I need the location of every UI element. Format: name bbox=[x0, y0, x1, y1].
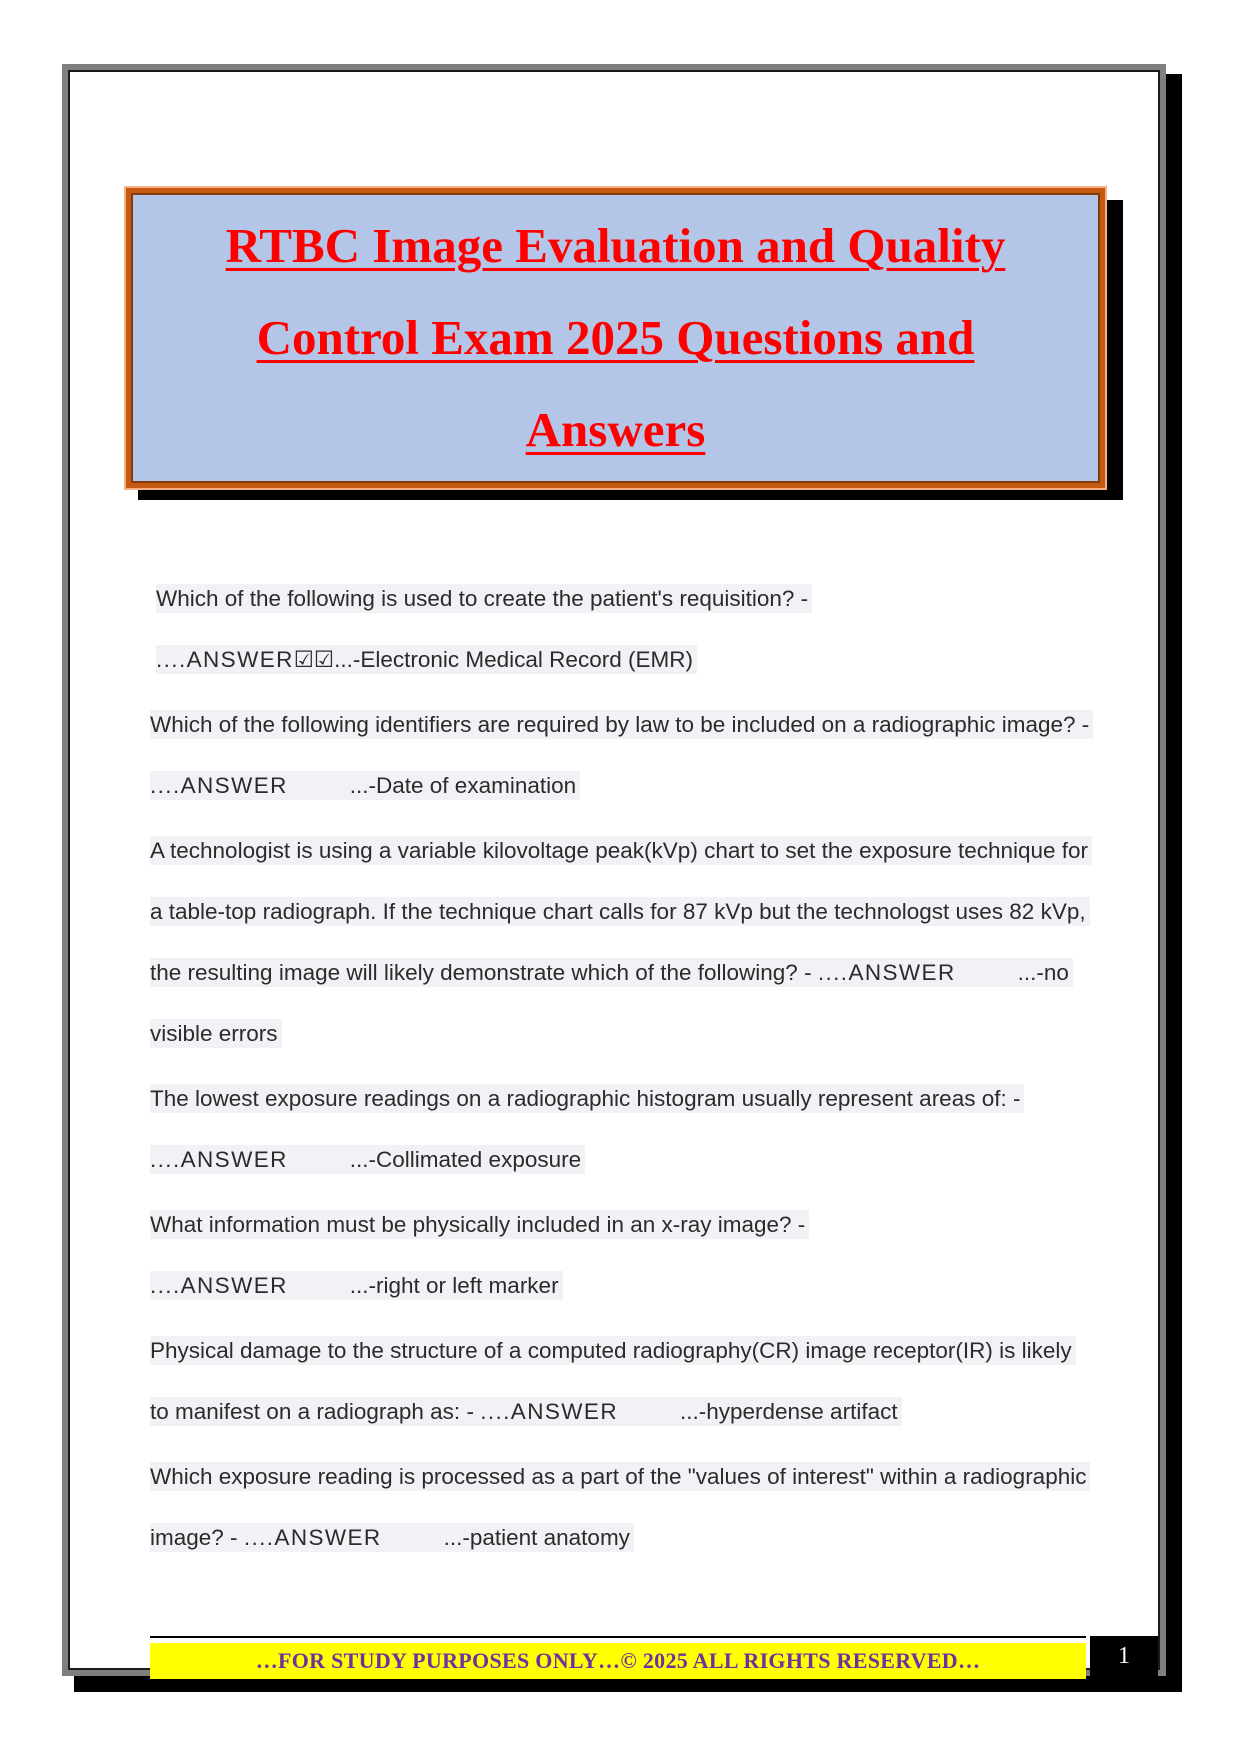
question-text: A technologist is using a variable kilovoltage peak(kVp) chart to set the exposure technique for a table-top radiograph. If the technique chart calls for 87 kVp but the technologst uses 82 kVp, the resulting image will likely demonstrate which of the following? - bbox=[150, 838, 1089, 985]
answer-prefix: ...- bbox=[349, 773, 377, 798]
answer-label: ....ANSWER bbox=[156, 647, 294, 672]
qa-item bbox=[150, 820, 1090, 1064]
document-title: RTBC Image Evaluation and Quality Control Exam 2025 Questions and Answers bbox=[225, 218, 1006, 457]
answer-text: right or left marker bbox=[376, 1273, 559, 1298]
answer-text: Electronic Medical Record (EMR) bbox=[360, 647, 693, 672]
answer-prefix: ...- bbox=[679, 1399, 707, 1424]
question-text: What information must be physically included in an x-ray image? - bbox=[150, 1210, 809, 1239]
qa-item bbox=[150, 1320, 1090, 1442]
footer-copyright: …FOR STUDY PURPOSES ONLY…© 2025 ALL RIGHTS RESERVED… bbox=[255, 1648, 981, 1673]
question-text: The lowest exposure readings on a radiographic histogram usually represent areas of: - bbox=[150, 1086, 1021, 1111]
footer-rule bbox=[150, 1636, 1086, 1638]
qa-list bbox=[150, 568, 1090, 1572]
answer-text: Collimated exposure bbox=[376, 1147, 582, 1172]
question-text: Physical damage to the structure of a computed radiography(CR) image receptor(IR) is likely to manifest on a radiograph as: - bbox=[150, 1338, 1072, 1424]
page-number-box bbox=[1090, 1636, 1158, 1676]
title-box bbox=[126, 188, 1105, 488]
answer-prefix: ...- bbox=[349, 1147, 377, 1172]
answer-text: hyperdense artifact bbox=[706, 1399, 898, 1424]
footer-band bbox=[150, 1643, 1086, 1679]
qa-item bbox=[150, 1194, 1090, 1316]
check-marks-icon: ☑☑ bbox=[293, 647, 335, 672]
question-text: Which of the following is used to create the patient's requisition? - bbox=[156, 584, 812, 613]
qa-item bbox=[150, 694, 1090, 816]
answer-label: ....ANSWER bbox=[150, 773, 288, 798]
answer-text: no visible errors bbox=[150, 960, 1069, 1046]
qa-item bbox=[150, 1068, 1090, 1190]
answer-text: Date of examination bbox=[376, 773, 577, 798]
qa-item bbox=[150, 568, 1090, 690]
question-text: Which exposure reading is processed as a part of the "values of interest" within a radiographic image? - bbox=[150, 1464, 1087, 1550]
answer-label: ....ANSWER bbox=[150, 1147, 288, 1172]
answer-prefix: ...- bbox=[1017, 960, 1044, 985]
question-text: Which of the following identifiers are required by law to be included on a radiographic image? - bbox=[150, 712, 1090, 737]
answer-text: patient anatomy bbox=[469, 1525, 630, 1550]
answer-label: ....ANSWER bbox=[150, 1273, 288, 1298]
answer-label: ....ANSWER bbox=[480, 1399, 618, 1424]
answer-prefix: ...- bbox=[349, 1273, 377, 1298]
answer-prefix: ...- bbox=[334, 647, 361, 672]
answer-prefix: ...- bbox=[443, 1525, 470, 1550]
answer-label: ....ANSWER bbox=[243, 1525, 382, 1550]
answer-label: ....ANSWER bbox=[817, 960, 956, 985]
page-number: 1 bbox=[1118, 1642, 1130, 1669]
qa-item bbox=[150, 1446, 1090, 1568]
